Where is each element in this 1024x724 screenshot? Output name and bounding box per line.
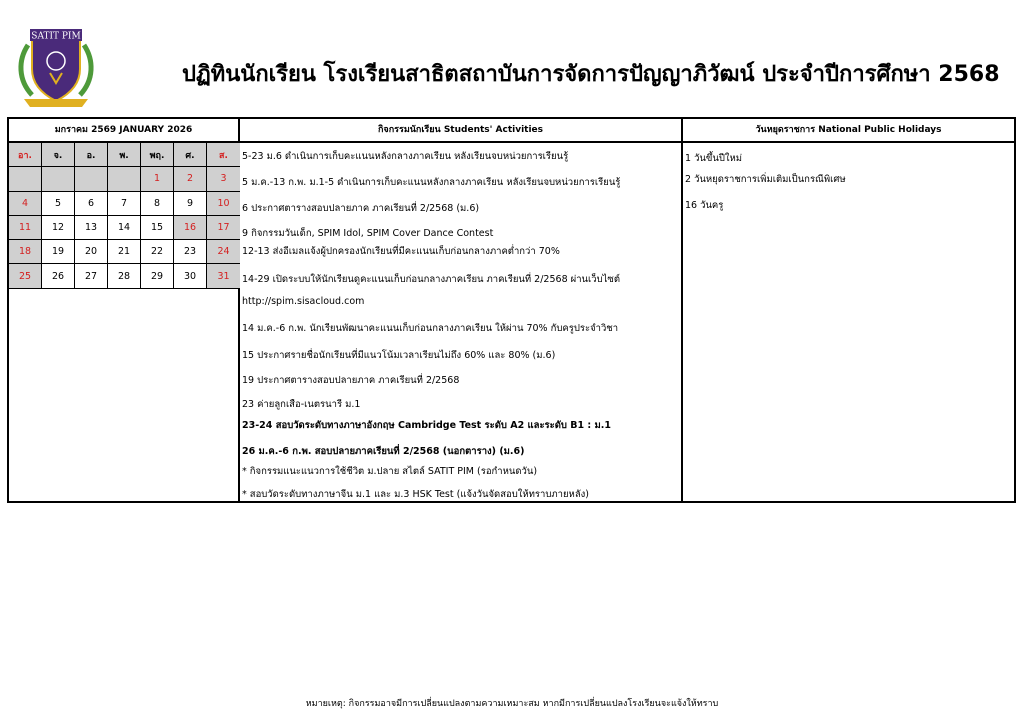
day-cell: 6	[75, 192, 108, 216]
day-cell-weekend: 31	[207, 264, 240, 288]
activity-item: 5-23 ม.6 ดำเนินการเก็บคะแนนหลังกลางภาคเรียน หลังเรียนจบหน่วยการเรียนรู้	[242, 151, 569, 162]
day-cell	[108, 167, 141, 191]
logo-text: SATIT PIM	[31, 31, 81, 42]
activity-item: 14-29 เปิดระบบให้นักเรียนดูคะแนนเก็บก่อนกลางภาคเรียน ภาคเรียนที่ 2/2568 ผ่านเว็บไซต์ http://spim.sisacloud.com	[242, 274, 621, 307]
day-cell-weekend: 4	[9, 192, 42, 216]
day-cell: 14	[108, 216, 141, 240]
day-cell-weekend: 18	[9, 240, 42, 264]
day-cell-holiday: 16	[174, 216, 207, 240]
day-cell	[75, 167, 108, 191]
month-calendar	[9, 119, 240, 501]
day-cell	[9, 167, 42, 191]
day-cell: 30	[174, 264, 207, 288]
activity-item: 15 ประกาศรายชื่อนักเรียนที่มีแนวโน้มเวลาเรียนไม่ถึง 60% และ 80% (ม.6)	[242, 350, 556, 361]
weekday-wed: พ.	[108, 143, 141, 167]
day-cell: 22	[141, 240, 174, 264]
day-cell	[42, 167, 75, 191]
holiday-item: 2 วันหยุดราชการเพิ่มเติมเป็นกรณีพิเศษ	[685, 174, 846, 185]
day-cell: 27	[75, 264, 108, 288]
day-cell: 12	[42, 216, 75, 240]
day-cell-weekend: 24	[207, 240, 240, 264]
activities-header: กิจกรรมนักเรียน Students' Activities	[240, 119, 681, 143]
footer-note: หมายเหตุ: กิจกรรมอาจมีการเปลี่ยนแปลงตามความเหมาะสม หากมีการเปลี่ยนแปลงโรงเรียนจะแจ้งให้ทราบ	[305, 699, 719, 709]
holidays-header: วันหยุดราชการ National Public Holidays	[683, 119, 1014, 143]
activity-item: 23 ค่ายลูกเสือ-เนตรนารี ม.1	[242, 399, 361, 410]
page-title: ปฏิทินนักเรียน โรงเรียนสาธิตสถาบันการจัดการปัญญาภิวัฒน์ ประจำปีการศึกษา 2568	[182, 62, 1000, 87]
day-cell: 15	[141, 216, 174, 240]
weekday-thu: พฤ.	[141, 143, 174, 167]
day-cell-holiday: 2	[174, 167, 207, 191]
day-cell: 5	[42, 192, 75, 216]
day-cell: 29	[141, 264, 174, 288]
day-cell: 20	[75, 240, 108, 264]
day-cell: 9	[174, 192, 207, 216]
activity-item: 26 ม.ค.-6 ก.พ. สอบปลายภาคเรียนที่ 2/2568 (นอกตาราง) (ม.6)	[242, 446, 525, 457]
day-cell-holiday: 1	[141, 167, 174, 191]
day-cell-weekend: 25	[9, 264, 42, 288]
activity-note: * สอบวัดระดับทางภาษาจีน ม.1 และ ม.3 HSK Test (แจ้งวันจัดสอบให้ทราบภายหลัง)	[242, 489, 589, 500]
holiday-item: 1 วันขึ้นปีใหม่	[685, 153, 743, 164]
calendar-table	[7, 117, 1016, 503]
holidays-column	[683, 119, 1014, 501]
day-cell: 26	[42, 264, 75, 288]
day-cell-weekend: 10	[207, 192, 240, 216]
day-cell: 23	[174, 240, 207, 264]
weekday-fri: ศ.	[174, 143, 207, 167]
day-cell: 7	[108, 192, 141, 216]
school-logo	[16, 25, 96, 111]
activity-item: 19 ประกาศตารางสอบปลายภาค ภาคเรียนที่ 2/2568	[242, 375, 460, 386]
weekday-sun: อา.	[9, 143, 42, 167]
holiday-item: 16 วันครู	[685, 200, 724, 211]
day-cell: 28	[108, 264, 141, 288]
month-title: มกราคม 2569 JANUARY 2026	[9, 119, 238, 143]
weekday-tue: อ.	[75, 143, 108, 167]
activities-column	[240, 119, 683, 501]
activity-item: 9 กิจกรรมวันเด็ก, SPIM Idol, SPIM Cover Dance Contest	[242, 228, 494, 239]
activity-item: 12-13 ส่งอีเมลแจ้งผู้ปกครองนักเรียนที่มีคะแนนเก็บก่อนกลางภาคต่ำกว่า 70%	[242, 246, 560, 257]
activity-item: 6 ประกาศตารางสอบปลายภาค ภาคเรียนที่ 2/2568 (ม.6)	[242, 203, 480, 214]
day-cell-weekend: 11	[9, 216, 42, 240]
day-cell: 13	[75, 216, 108, 240]
calendar-grid	[9, 143, 238, 289]
day-cell: 8	[141, 192, 174, 216]
day-cell: 19	[42, 240, 75, 264]
day-cell: 21	[108, 240, 141, 264]
day-cell-weekend: 17	[207, 216, 240, 240]
weekday-mon: จ.	[42, 143, 75, 167]
day-cell-weekend: 3	[207, 167, 240, 191]
activity-item: 14 ม.ค.-6 ก.พ. นักเรียนพัฒนาคะแนนเก็บก่อนกลางภาคเรียน ให้ผ่าน 70% กับครูประจำวิชา	[242, 323, 619, 334]
activity-item: 23-24 สอบวัดระดับทางภาษาอังกฤษ Cambridge Test ระดับ A2 และระดับ B1 : ม.1	[242, 420, 612, 431]
activity-note: * กิจกรรมแนะแนวการใช้ชีวิต ม.ปลาย สไตล์ SATIT PIM (รอกำหนดวัน)	[242, 466, 538, 477]
weekday-sat: ส.	[207, 143, 240, 167]
activity-item: 5 ม.ค.-13 ก.พ. ม.1-5 ดำเนินการเก็บคะแนนหลังกลางภาคเรียน หลังเรียนจบหน่วยการเรียนรู้	[242, 177, 621, 188]
